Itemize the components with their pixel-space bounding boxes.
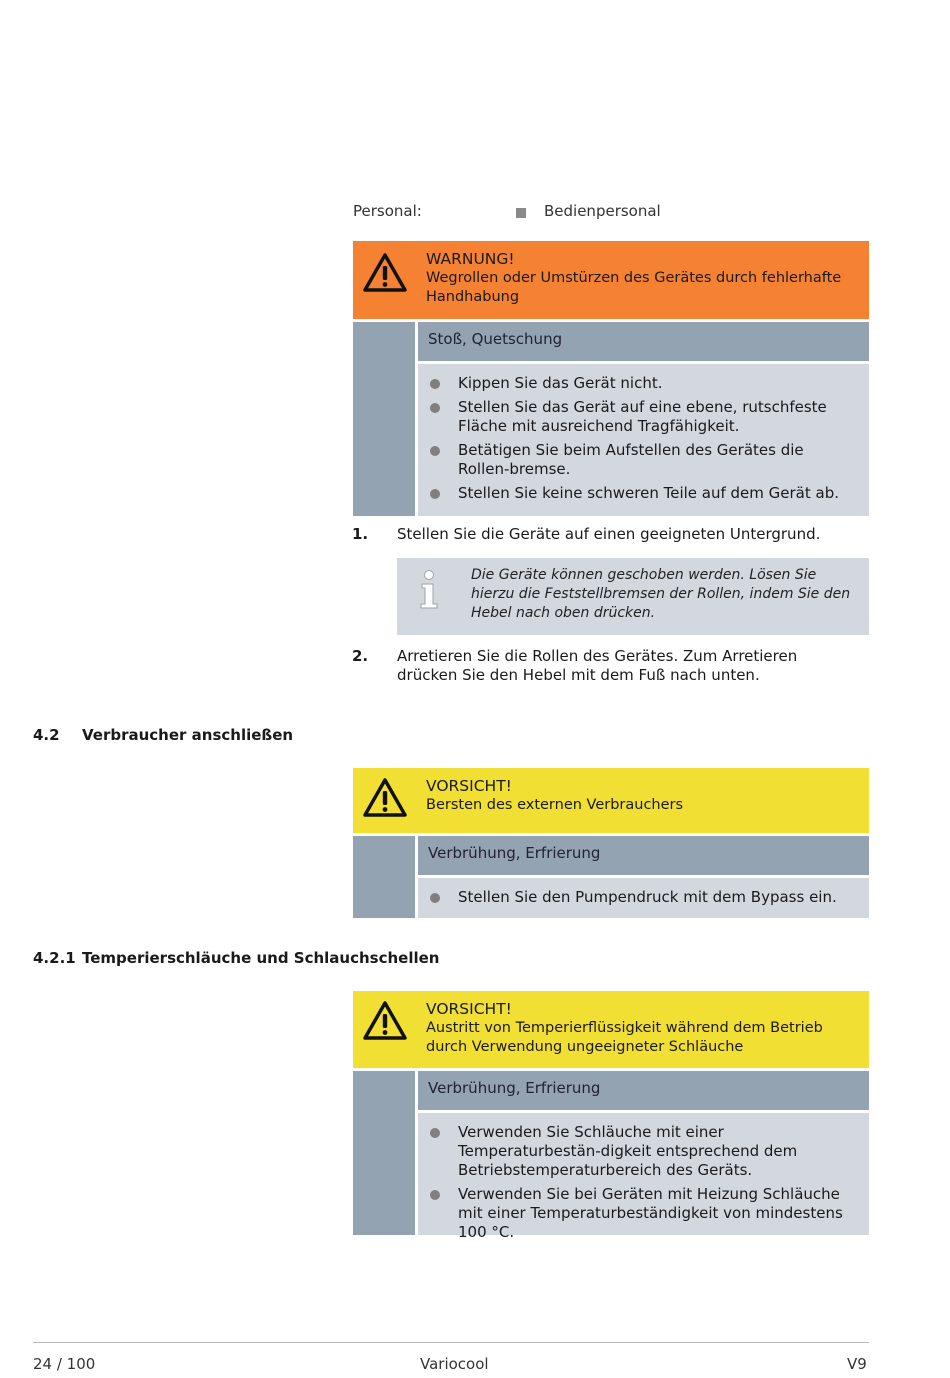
caution-hazard: Verbrühung, Erfrierung [418,836,869,875]
warning-side-bar [353,322,415,516]
warning-kind: WARNUNG! [426,250,515,268]
warning-body [353,322,869,516]
caution-kind: VORSICHT! [426,1000,512,1018]
step-text: Arretieren Sie die Rollen des Gerätes. Zum Arretieren drücken Sie den Hebel mit dem Fuß nach unten. [397,647,798,684]
section-title: Temperierschläuche und Schlauchschellen [82,949,440,967]
list-item: Betätigen Sie beim Aufstellen des Gerätes die Rollen-bremse. [428,441,851,479]
caution-header [353,991,869,1068]
section-number: 4.2 [33,726,60,744]
caution-description: Bersten des externen Verbrauchers [426,797,684,813]
caution-box [353,768,869,918]
list-item: Kippen Sie das Gerät nicht. [428,374,851,393]
caution-measures [418,1113,869,1241]
info-icon [417,570,441,610]
list-item: Stellen Sie keine schweren Teile auf dem Gerät ab. [428,484,851,503]
warning-triangle-icon [363,253,407,293]
step-number: 2. [352,647,369,665]
caution-measures [418,878,869,918]
caution-box [353,991,869,1241]
product-name: Variocool [420,1355,489,1373]
footer-divider [33,1342,869,1343]
caution-side-bar [353,1071,415,1235]
caution-body [353,836,869,918]
caution-body [353,1071,869,1241]
warning-header [353,241,869,319]
step-text: Stellen Sie die Geräte auf einen geeigneten Untergrund. [397,525,821,543]
list-item: Stellen Sie das Gerät auf eine ebene, rutschfeste Fläche mit ausreichend Tragfähigkeit. [428,398,851,436]
list-item: Verwenden Sie Schläuche mit einer Temperaturbestän-digkeit entsprechend dem Betriebstemperaturbereich des Geräts. [428,1123,851,1180]
list-item: Stellen Sie den Pumpendruck mit dem Bypass ein. [428,888,851,907]
section-number: 4.2.1 [33,949,76,967]
info-box [397,558,869,635]
caution-header [353,768,869,833]
personal-label: Personal: [353,202,422,220]
warning-triangle-icon [363,778,407,818]
warning-description: Wegrollen oder Umstürzen des Gerätes durch fehlerhafte Handhabung [426,270,842,305]
caution-side-bar [353,836,415,918]
info-text: Die Geräte können geschoben werden. Lösen Sie hierzu die Feststellbremsen der Rollen, indem Sie den Hebel nach oben drücken. [471,567,851,621]
version-label: V9 [847,1355,867,1373]
caution-kind: VORSICHT! [426,777,512,795]
step-number: 1. [352,525,369,543]
personal-value: Bedienpersonal [544,202,661,220]
list-item: Verwenden Sie bei Geräten mit Heizung Schläuche mit einer Temperaturbeständigkeit von mindestens 100 °C. [428,1185,851,1242]
warning-triangle-icon [363,1001,407,1041]
page-number: 24 / 100 [33,1355,96,1373]
section-title: Verbraucher anschließen [82,726,294,744]
square-bullet-icon [516,208,526,218]
warning-measures [418,364,869,516]
caution-hazard: Verbrühung, Erfrierung [418,1071,869,1110]
caution-description: Austritt von Temperierflüssigkeit während dem Betrieb durch Verwendung ungeeigneter Schläuche [426,1020,823,1055]
warning-hazard: Stoß, Quetschung [418,322,869,361]
warning-box [353,241,869,516]
